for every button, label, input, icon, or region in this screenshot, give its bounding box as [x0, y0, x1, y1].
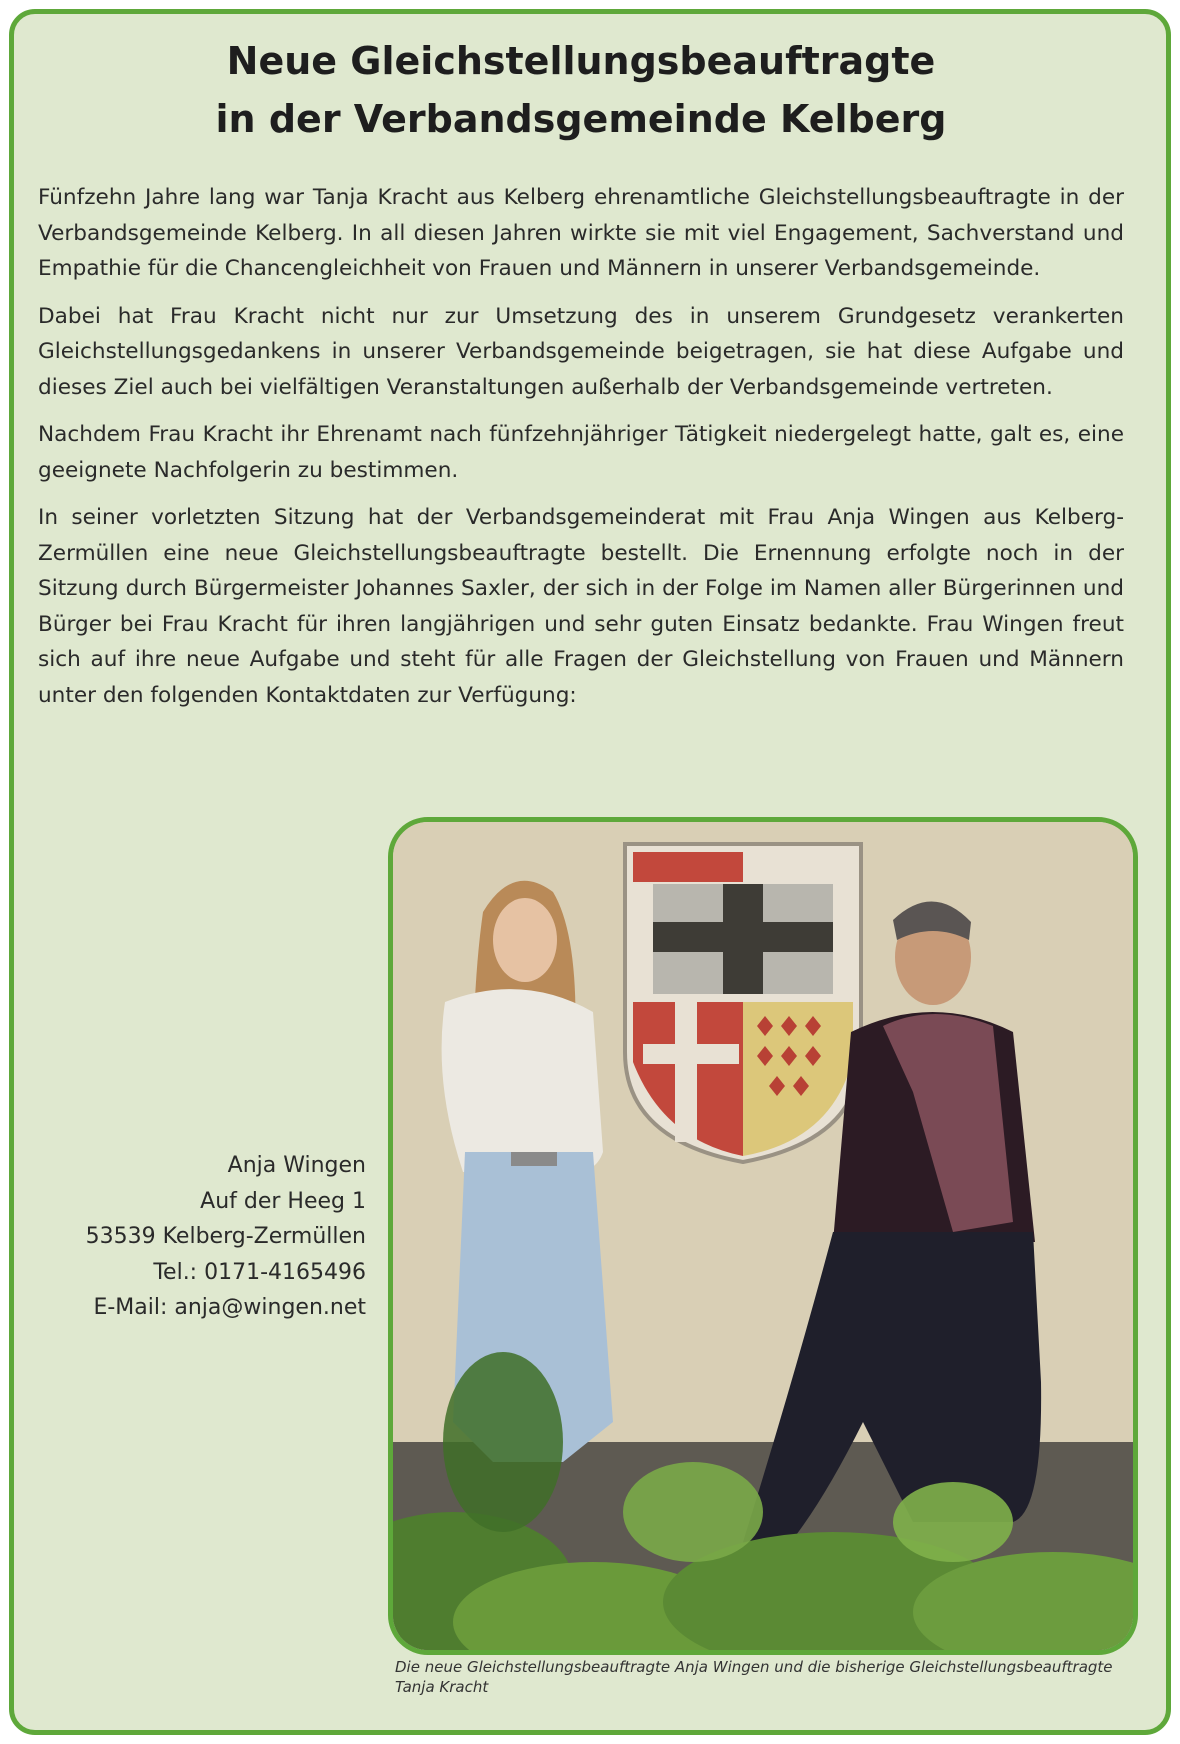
paragraph: Dabei hat Frau Kracht nicht nur zur Umsetzung des in unserem Grundgesetz verankerten Gleichstellungsgedankens in unserer Verbandsgemeinde beigetragen, sie hat diese Aufgabe und dieses Ziel auch bei vielfältigen Veranstaltungen außerhalb der Verbandsgemeinde vertreten.	[38, 303, 1124, 400]
title-line-1: Neue Gleichstellungsbeauftragte	[226, 39, 936, 83]
paragraph: In seiner vorletzten Sitzung hat der Verbandsgemeinderat mit Frau Anja Wingen aus Kelberg-Zermüllen eine neue Gleichstellungsbeauftragte bestellt. Die Ernennung erfolgte noch in der Sitzung durch Bürgermeister Johannes Saxler, der sich in der Folge im Namen aller Bürgerinnen und Bürger bei Frau Kracht für ihren langjährigen und sehr guten Einsatz bedankte. Frau Wingen freut sich auf ihre neue Aufgabe und steht für alle Fragen der Gleichstellung von Frauen und Männern unter den folgenden Kontaktdaten zur Verfügung:	[38, 505, 1124, 708]
contact-city: 53539 Kelberg-Zermüllen	[85, 1224, 366, 1250]
contact-email: E-Mail: anja@wingen.net	[93, 1295, 366, 1321]
photo-illustration	[393, 822, 1133, 1650]
contact-name: Anja Wingen	[227, 1153, 366, 1178]
contact-block	[40, 1148, 366, 1326]
article-body	[38, 180, 1124, 725]
title-line-2: in der Verbandsgemeinde Kelberg	[215, 97, 947, 141]
article-title	[0, 32, 1162, 148]
photo-caption: Die neue Gleichstellungsbeauftragte Anja Wingen und die bisherige Gleichstellungsbeauftragte Tanja Kracht	[395, 1658, 1113, 1696]
article-photo	[388, 817, 1138, 1655]
paragraph: Fünfzehn Jahre lang war Tanja Kracht aus Kelberg ehrenamtliche Gleichstellungsbeauftragte in der Verbandsgemeinde Kelberg. In all diesen Jahren wirkte sie mit viel Engagement, Sachverstand und Empathie für die Chancengleichheit von Frauen und Männern in unserer Verbandsgemeinde.	[38, 185, 1124, 281]
coat-of-arms-emblem	[625, 844, 861, 1162]
contact-phone: Tel.: 0171-4165496	[153, 1259, 366, 1285]
paragraph: Nachdem Frau Kracht ihr Ehrenamt nach fünfzehnjähriger Tätigkeit niedergelegt hatte, galt es, eine geeignete Nachfolgerin zu bestimmen.	[38, 422, 1124, 483]
contact-street: Auf der Heeg 1	[200, 1188, 366, 1214]
